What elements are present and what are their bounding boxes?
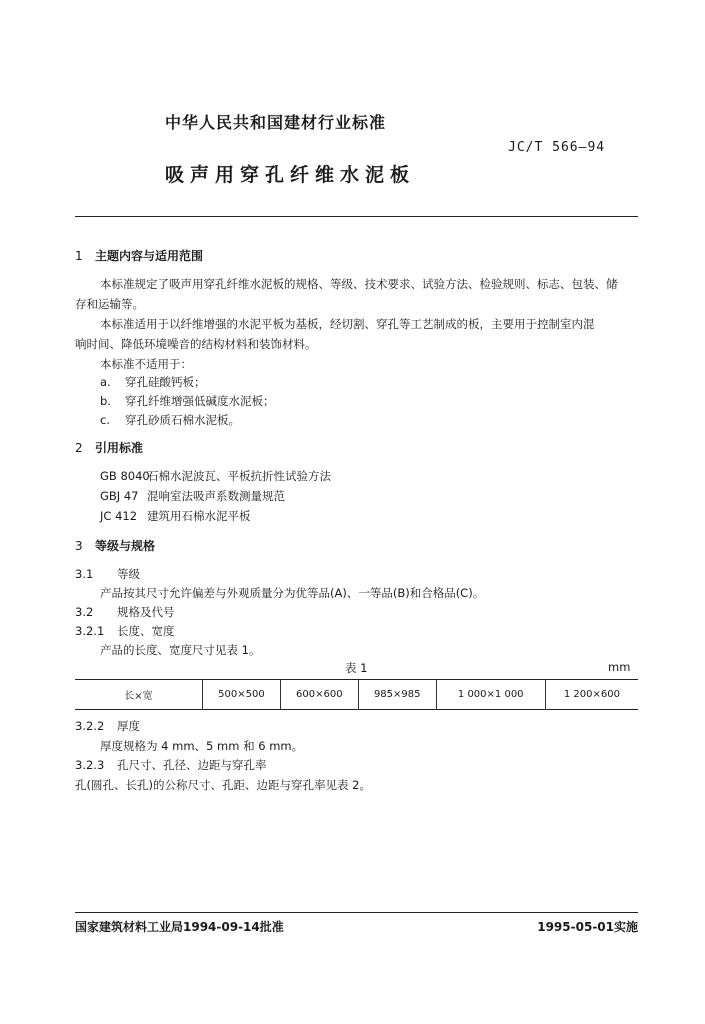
effective-date: 1995-05-01实施	[537, 920, 638, 934]
section-number: 1	[75, 249, 83, 263]
subsection-title: 等级	[117, 567, 140, 581]
subsection-title: 规格及代号	[117, 605, 175, 619]
list-item	[100, 412, 240, 428]
section-3-heading	[75, 537, 155, 554]
table-cell: 500×500	[203, 680, 281, 710]
reference-code: GBJ 47	[100, 489, 139, 503]
subsection-number: 3.1	[75, 567, 94, 581]
approval-line: 国家建筑材料工业局1994-09-14批准	[75, 920, 284, 934]
paragraph-line: 孔(圆孔、长孔)的公称尺寸、孔距、边距与穿孔率见表 2。	[75, 778, 371, 792]
subsection-number: 3.2	[75, 605, 94, 619]
section-title: 引用标准	[95, 441, 144, 455]
reference-title: 混响室法吸声系数测量规范	[147, 489, 285, 503]
list-text: 穿孔硅酸钙板；	[125, 375, 206, 389]
list-item	[100, 374, 206, 390]
header-rule	[75, 216, 638, 217]
section-title: 主题内容与适用范围	[95, 249, 204, 263]
subsection-title: 厚度	[117, 719, 140, 733]
paragraph-line: 存和运输等。	[75, 297, 144, 311]
section-2-heading	[75, 439, 143, 456]
section-number: 2	[75, 441, 83, 455]
list-item	[100, 393, 275, 409]
section-1-heading	[75, 247, 203, 264]
list-text: 穿孔砂质石棉水泥板。	[125, 413, 240, 427]
table-unit: mm	[608, 660, 631, 674]
paragraph-line: 厚度规格为 4 mm、5 mm 和 6 mm。	[100, 739, 304, 753]
subsection-3-2	[75, 604, 175, 620]
table-row	[75, 680, 638, 710]
subsection-3-2-3	[75, 757, 267, 773]
reference-item	[100, 508, 251, 524]
list-label: c.	[100, 413, 110, 427]
list-label: a.	[100, 375, 111, 389]
size-table	[75, 679, 638, 710]
paragraph-line: 响时间、降低环境噪音的结构材料和装饰材料。	[75, 337, 317, 351]
standard-category-title: 中华人民共和国建材行业标准	[165, 113, 387, 132]
reference-item	[100, 468, 331, 484]
reference-code: GB 8040	[100, 469, 150, 483]
reference-code: JC 412	[100, 509, 138, 523]
table-cell: 1 000×1 000	[436, 680, 545, 710]
standard-code: JC/T 566—94	[508, 140, 606, 155]
table-cell: 985×985	[358, 680, 436, 710]
paragraph-line: 本标准适用于以纤维增强的水泥平板为基板，经切割、穿孔等工艺制成的板，主要用于控制室内混	[100, 317, 595, 331]
table-cell: 600×600	[280, 680, 358, 710]
subsection-3-2-2	[75, 718, 140, 734]
subsection-title: 孔尺寸、孔径、边距与穿孔率	[117, 758, 267, 772]
reference-item	[100, 488, 285, 504]
paragraph-line: 产品按其尺寸允许偏差与外观质量分为优等品(A)、一等品(B)和合格品(C)。	[100, 586, 485, 600]
subsection-number: 3.2.2	[75, 719, 105, 733]
subsection-number: 3.2.1	[75, 624, 105, 638]
table-cell: 长×宽	[75, 680, 203, 710]
subsection-number: 3.2.3	[75, 758, 105, 772]
section-number: 3	[75, 539, 83, 553]
subsection-title: 长度、宽度	[117, 624, 175, 638]
subsection-3-1	[75, 566, 140, 582]
list-text: 穿孔纤维增强低碱度水泥板；	[125, 394, 275, 408]
subsection-3-2-1	[75, 623, 175, 639]
document-title: 吸声用穿孔纤维水泥板	[165, 164, 416, 186]
paragraph-line: 本标准不适用于：	[100, 357, 192, 371]
table-cell: 1 200×600	[545, 680, 638, 710]
list-label: b.	[100, 394, 111, 408]
paragraph-line: 本标准规定了吸声用穿孔纤维水泥板的规格、等级、技术要求、试验方法、检验规则、标志、包装、储	[100, 277, 618, 291]
reference-title: 建筑用石棉水泥平板	[147, 509, 251, 523]
section-title: 等级与规格	[95, 539, 156, 553]
footer-rule	[75, 912, 638, 913]
reference-title: 石棉水泥波瓦、平板抗折性试验方法	[147, 469, 331, 483]
paragraph-line: 产品的长度、宽度尺寸见表 1。	[100, 643, 261, 657]
table-caption: 表 1	[345, 661, 368, 675]
